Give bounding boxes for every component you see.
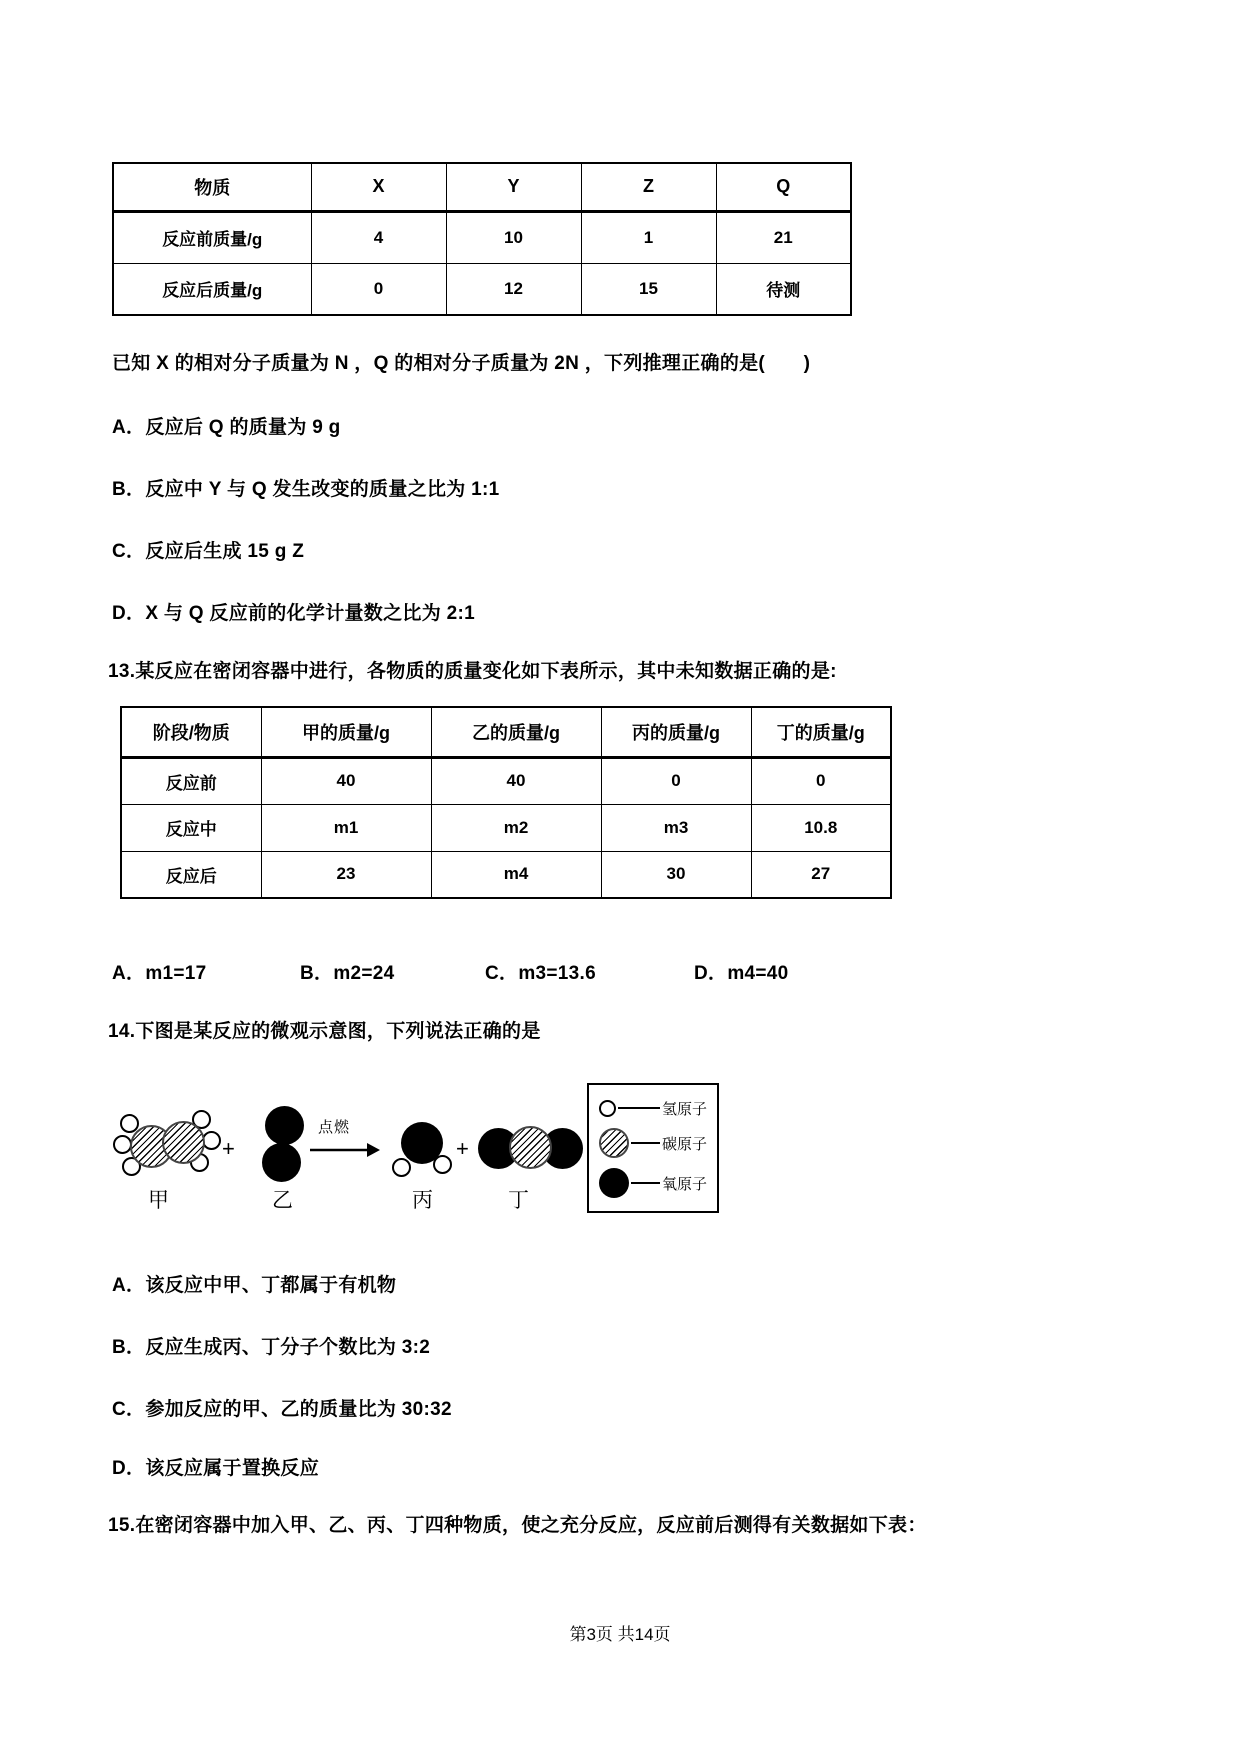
table-cell: m1 <box>261 804 431 851</box>
reaction-arrow-icon <box>310 1142 380 1158</box>
table-cell: 1 <box>581 211 716 263</box>
table-row <box>121 757 891 804</box>
reaction-condition-label: 点燃 <box>318 1119 351 1136</box>
molecule-label-yi: 乙 <box>272 1189 293 1212</box>
question-14-option-c: C．参加反应的甲、乙的质量比为 30:32 <box>112 1399 452 1420</box>
table-cell: 反应后 <box>121 851 261 898</box>
table-cell: 30 <box>601 851 751 898</box>
table-header-cell: 丙的质量/g <box>601 707 751 757</box>
table-cell: 0 <box>311 263 446 315</box>
question-14-stem: 14.下图是某反应的微观示意图，下列说法正确的是 <box>108 1021 541 1042</box>
question-12-option-a: A．反应后 Q 的质量为 9 g <box>112 417 341 438</box>
molecule-jia <box>118 1108 214 1188</box>
table-header-cell: Q <box>716 163 851 211</box>
hydrogen-atom-icon <box>392 1158 411 1177</box>
molecule-label-ding: 丁 <box>508 1189 529 1212</box>
question-15-stem: 15.在密闭容器中加入甲、乙、丙、丁四种物质，使之充分反应，反应前后测得有关数据如下表： <box>108 1515 927 1536</box>
atom-legend <box>587 1083 719 1213</box>
carbon-atom-icon <box>509 1126 552 1169</box>
carbon-atom-icon <box>599 1128 629 1158</box>
table-header-cell: Z <box>581 163 716 211</box>
table-row <box>121 851 891 898</box>
molecule-yi <box>262 1106 304 1186</box>
oxygen-atom-icon <box>401 1122 443 1164</box>
table-cell: 4 <box>311 211 446 263</box>
molecule-label-jia: 甲 <box>148 1189 169 1212</box>
table-cell: 反应前质量/g <box>113 211 311 263</box>
table-cell: 反应后质量/g <box>113 263 311 315</box>
hydrogen-atom-icon <box>599 1100 616 1117</box>
question-12-intro: 已知 X 的相对分子质量为 N ，Q 的相对分子质量为 2N ，下列推理正确的是( ) <box>112 353 811 374</box>
table-header-cell: 阶段/物质 <box>121 707 261 757</box>
plus-sign: + <box>222 1136 235 1161</box>
legend-connector-line <box>631 1142 660 1144</box>
legend-label: 氧原子 <box>661 1175 707 1193</box>
table-cell: m3 <box>601 804 751 851</box>
question-13-option-d: D．m4=40 <box>694 963 789 984</box>
table-cell: 反应中 <box>121 804 261 851</box>
oxygen-atom-icon <box>265 1106 304 1145</box>
table-cell: 40 <box>431 757 601 804</box>
table-row <box>113 211 851 263</box>
table-header-cell: 甲的质量/g <box>261 707 431 757</box>
question-12-option-d: D．X 与 Q 反应前的化学计量数之比为 2:1 <box>112 603 475 624</box>
table-row <box>113 263 851 315</box>
table-cell: 0 <box>751 757 891 804</box>
table-header-cell: 乙的质量/g <box>431 707 601 757</box>
mass-table-stages <box>120 706 892 899</box>
molecule-bing <box>392 1122 452 1184</box>
molecule-ding <box>478 1126 582 1172</box>
table-cell: 12 <box>446 263 581 315</box>
question-13-option-c: C．m3=13.6 <box>485 963 596 984</box>
legend-label: 氢原子 <box>661 1100 707 1118</box>
table-cell: m4 <box>431 851 601 898</box>
question-12-option-b: B．反应中 Y 与 Q 发生改变的质量之比为 1:1 <box>112 479 500 500</box>
oxygen-atom-icon <box>599 1168 629 1198</box>
legend-row-carbon <box>599 1128 707 1158</box>
question-14-option-b: B．反应生成丙、丁分子个数比为 3:2 <box>112 1337 431 1358</box>
table-cell: 15 <box>581 263 716 315</box>
legend-label: 碳原子 <box>661 1135 707 1153</box>
table-cell: 27 <box>751 851 891 898</box>
table-row <box>121 804 891 851</box>
question-13-stem: 13.某反应在密闭容器中进行，各物质的质量变化如下表所示，其中未知数据正确的是: <box>108 661 837 682</box>
table-cell: 10 <box>446 211 581 263</box>
table-cell: 10.8 <box>751 804 891 851</box>
carbon-atom-icon <box>162 1121 205 1164</box>
table-cell: 23 <box>261 851 431 898</box>
plus-sign: + <box>456 1136 469 1161</box>
table-header-cell: Y <box>446 163 581 211</box>
question-14-option-d: D．该反应属于置换反应 <box>112 1458 320 1479</box>
legend-row-oxygen <box>599 1168 707 1198</box>
table-cell: 40 <box>261 757 431 804</box>
legend-connector-line <box>631 1182 660 1184</box>
question-13-option-b: B．m2=24 <box>300 963 395 984</box>
mass-table-xyzq <box>112 162 852 316</box>
question-12-option-c: C．反应后生成 15 g Z <box>112 541 305 562</box>
oxygen-atom-icon <box>262 1143 301 1182</box>
table-header-cell: X <box>311 163 446 211</box>
table-cell: 21 <box>716 211 851 263</box>
question-14-option-a: A．该反应中甲、丁都属于有机物 <box>112 1275 397 1296</box>
legend-connector-line <box>618 1107 660 1109</box>
legend-row-hydrogen <box>599 1098 707 1119</box>
table-header-cell: 丁的质量/g <box>751 707 891 757</box>
table-cell: 反应前 <box>121 757 261 804</box>
page-number: 第3页 共14页 <box>569 1625 671 1644</box>
question-13-option-a: A．m1=17 <box>112 963 207 984</box>
table-header-cell: 物质 <box>113 163 311 211</box>
table-cell: m2 <box>431 804 601 851</box>
table-cell: 0 <box>601 757 751 804</box>
table-cell: 待测 <box>716 263 851 315</box>
molecule-label-bing: 丙 <box>412 1189 433 1212</box>
